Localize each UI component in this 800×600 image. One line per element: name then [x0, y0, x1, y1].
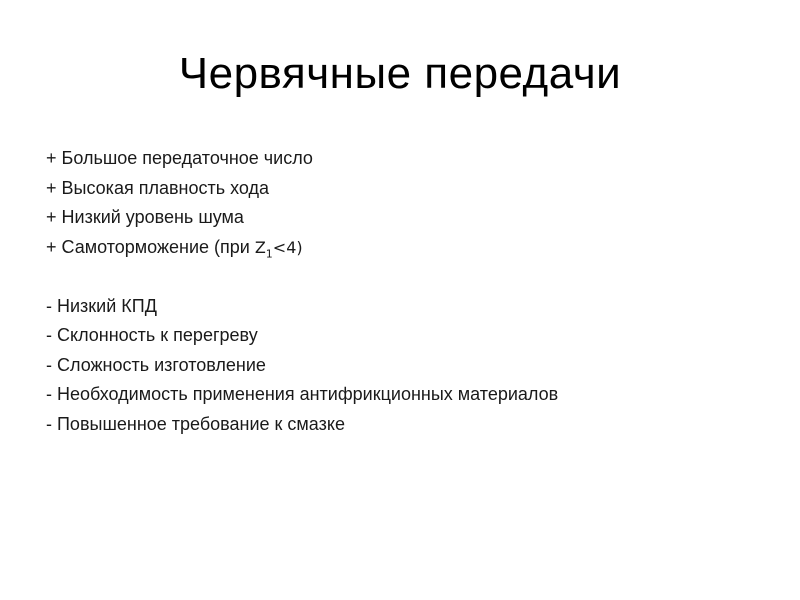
bullet-list	[46, 144, 766, 439]
disadvantage-item: - Сложность изготовление	[46, 354, 266, 375]
disadvantage-item: - Склонность к перегреву	[46, 325, 258, 345]
formula-subscript: 1	[265, 247, 273, 261]
advantage-item: + Высокая плавность хода	[46, 177, 270, 198]
formula-variable: Z	[254, 237, 266, 257]
self-braking-prefix: + Самоторможение (при	[46, 236, 255, 257]
slide-title: Червячные передачи	[178, 49, 622, 98]
advantage-item: + Большое передаточное число	[46, 148, 313, 168]
self-braking-suffix: <4)	[272, 237, 303, 257]
advantage-item-self-braking	[46, 233, 766, 263]
disadvantage-item: - Повышенное требование к смазке	[46, 413, 345, 434]
list-spacer	[46, 262, 766, 292]
advantage-item: + Низкий уровень шума	[46, 207, 244, 227]
disadvantage-item: - Необходимость применения антифрикционных материалов	[46, 384, 559, 404]
disadvantage-item: - Низкий КПД	[46, 295, 157, 316]
